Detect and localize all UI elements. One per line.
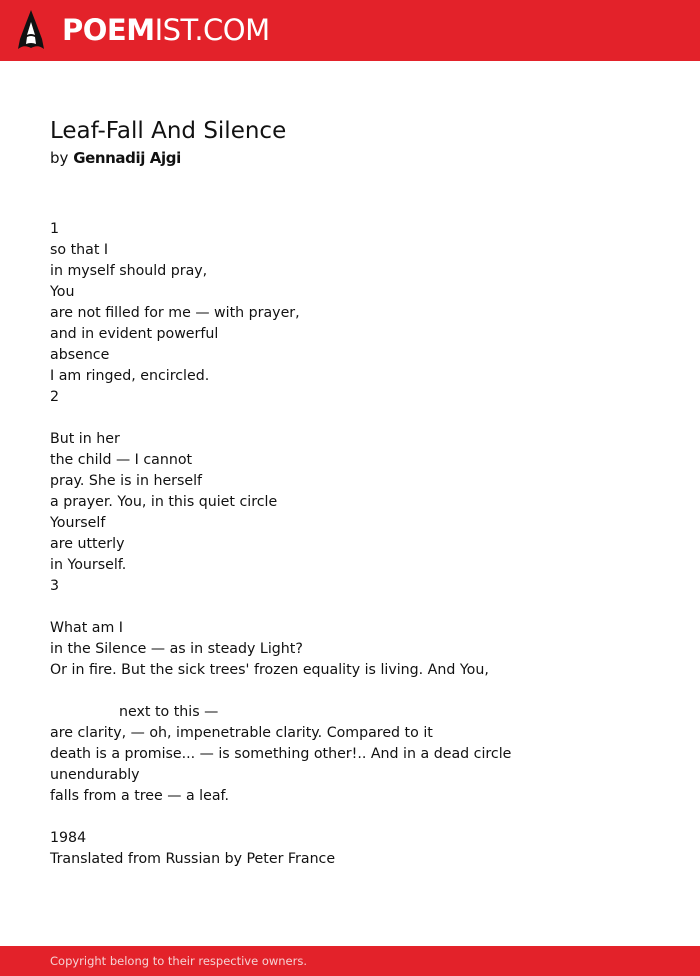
poem-line: are clarity, — oh, impenetrable clarity. Compared to it <box>50 725 433 741</box>
poem-line: Or in fire. But the sick trees' frozen equality is living. And You, <box>50 662 489 678</box>
poem-line: unendurably <box>50 767 140 783</box>
poem-line: in myself should pray, <box>50 263 208 279</box>
poem-translation-credit: Translated from Russian by Peter France <box>50 851 336 867</box>
poem-line: a prayer. You, in this quiet circle <box>50 494 278 510</box>
poem-blank-line <box>50 681 650 702</box>
poem-line: are not filled for me — with prayer, <box>50 305 300 321</box>
logo-bold-text: POEM <box>62 13 155 47</box>
poem-line: Yourself <box>50 515 106 531</box>
poem-blank-line <box>50 807 650 828</box>
poem-line: What am I <box>50 620 123 636</box>
poem-byline <box>50 148 181 169</box>
poem-line: the child — I cannot <box>50 452 193 468</box>
site-logo-link[interactable] <box>18 9 270 51</box>
poem-line: 1 <box>50 221 60 237</box>
site-logo-text <box>62 9 270 51</box>
poem-line: are utterly <box>50 536 125 552</box>
poem-line: 3 <box>50 578 60 594</box>
poem-title: Leaf-Fall And Silence <box>50 118 287 144</box>
poem-line: in the Silence — as in steady Light? <box>50 641 303 657</box>
poem-author: Gennadij Ajgi <box>73 149 181 167</box>
poem-line: death is a promise... — is something other!.. And in a dead circle <box>50 746 512 762</box>
poem-blank-line <box>50 408 650 429</box>
poem-date: 1984 <box>50 830 87 846</box>
poem-blank-line <box>50 597 650 618</box>
poem-line: But in her <box>50 431 120 447</box>
poem-line: You <box>50 284 75 300</box>
site-footer <box>0 946 700 976</box>
site-header <box>0 0 700 61</box>
byline-prefix: by <box>50 149 69 167</box>
poem-line: falls from a tree — a leaf. <box>50 788 229 804</box>
poem-line-indented: next to this — <box>119 704 219 720</box>
poem-line: absence <box>50 347 110 363</box>
poem-line: so that I <box>50 242 109 258</box>
logo-light-text: IST.COM <box>154 13 270 47</box>
poem-line: I am ringed, encircled. <box>50 368 210 384</box>
pencil-tip-icon <box>18 9 44 51</box>
poem-line: and in evident powerful <box>50 326 219 342</box>
poem-line: 2 <box>50 389 60 405</box>
poem-body <box>50 219 650 870</box>
poem-line: in Yourself. <box>50 557 127 573</box>
poem-line: pray. She is in herself <box>50 473 203 489</box>
copyright-notice: Copyright belong to their respective owners. <box>50 954 308 968</box>
